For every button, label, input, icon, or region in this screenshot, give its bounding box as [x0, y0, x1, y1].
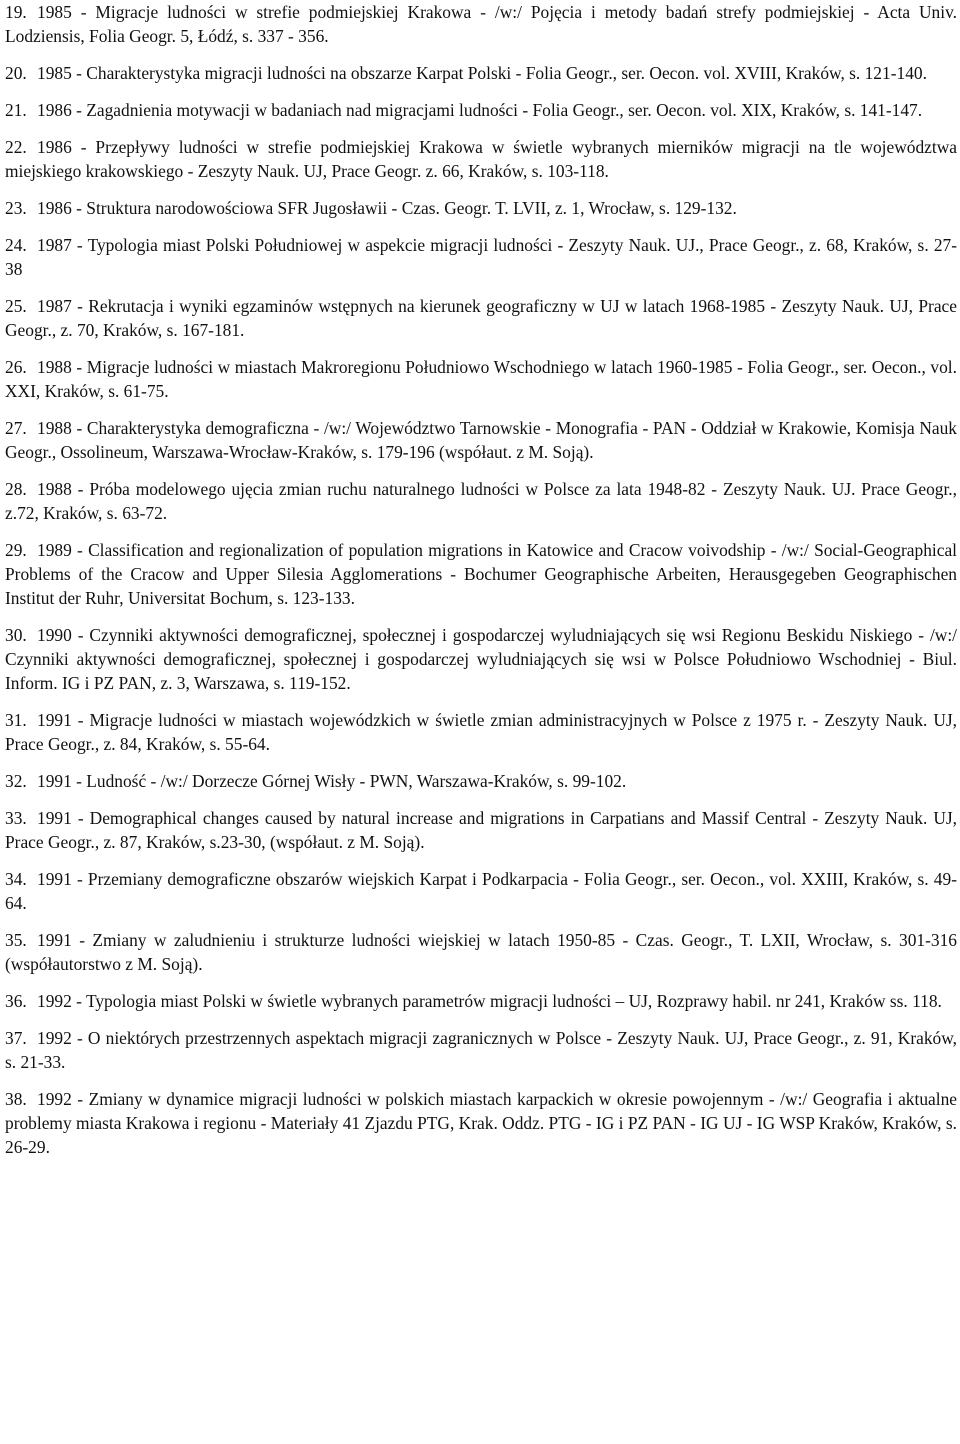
entry-text: 1985 - Migracje ludności w strefie podmiejskiej Krakowa - /w:/ Pojęcia i metody badań strefy podmiejskiej - Acta Univ. Lodziensis, Folia Geogr. 5, Łódź, s. 337 - 356.	[5, 2, 957, 46]
entry-number: 32.	[5, 771, 27, 791]
entry-text: 1987 - Rekrutacja i wyniki egzaminów wstępnych na kierunek geograficzny w UJ w latach 1968-1985 - Zeszyty Nauk. UJ, Prace Geogr., z. 70, Kraków, s. 167-181.	[5, 296, 957, 340]
bibliography-entry	[5, 867, 957, 915]
entry-text: 1991 - Migracje ludności w miastach wojewódzkich w świetle zmian administracyjnych w Polsce z 1975 r. - Zeszyty Nauk. UJ, Prace Geogr., z. 84, Kraków, s. 55-64.	[5, 710, 957, 754]
bibliography-entry	[5, 538, 957, 610]
entry-text: 1992 - Typologia miast Polski w świetle wybranych parametrów migracji ludności – UJ, Rozprawy habil. nr 241, Kraków ss. 118.	[37, 991, 942, 1011]
bibliography-entry	[5, 61, 957, 85]
entry-text: 1992 - O niektórych przestrzennych aspektach migracji zagranicznych w Polsce - Zeszyty Nauk. UJ, Prace Geogr., z. 91, Kraków, s. 21-33.	[5, 1028, 957, 1072]
bibliography-entry	[5, 416, 957, 464]
bibliography-entry	[5, 623, 957, 695]
bibliography-entry	[5, 708, 957, 756]
bibliography-entry	[5, 769, 957, 793]
entry-number: 31.	[5, 710, 27, 730]
entry-text: 1986 - Struktura narodowościowa SFR Jugosławii - Czas. Geogr. T. LVII, z. 1, Wrocław, s. 129-132.	[37, 198, 737, 218]
entry-number: 34.	[5, 869, 27, 889]
entry-text: 1990 - Czynniki aktywności demograficznej, społecznej i gospodarczej wyludniających się wsi Regionu Beskidu Niskiego - /w:/ Czynniki aktywności demograficznej, społecznej i gospodarczej wyludniających się wsi w Polsce Południowo Wschodniej - Biul. Inform. IG i PZ PAN, z. 3, Warszawa, s. 119-152.	[5, 625, 957, 693]
bibliography-entry	[5, 0, 957, 48]
entry-text: 1991 - Ludność - /w:/ Dorzecze Górnej Wisły - PWN, Warszawa-Kraków, s. 99-102.	[37, 771, 627, 791]
entry-text: 1991 - Demographical changes caused by natural increase and migrations in Carpatians and Massif Central - Zeszyty Nauk. UJ, Prace Geogr., z. 87, Kraków, s.23-30, (współaut. z M. Soją).	[5, 808, 957, 852]
entry-number: 37.	[5, 1028, 27, 1048]
entry-number: 30.	[5, 625, 27, 645]
entry-number: 28.	[5, 479, 27, 499]
bibliography-entry	[5, 477, 957, 525]
entry-number: 33.	[5, 808, 27, 828]
entry-number: 20.	[5, 63, 27, 83]
entry-number: 21.	[5, 100, 27, 120]
bibliography-entry	[5, 1026, 957, 1074]
entry-text: 1985 - Charakterystyka migracji ludności na obszarze Karpat Polski - Folia Geogr., ser. Oecon. vol. XVIII, Kraków, s. 121-140.	[37, 63, 927, 83]
entry-number: 23.	[5, 198, 27, 218]
entry-text: 1991 - Przemiany demograficzne obszarów wiejskich Karpat i Podkarpacia - Folia Geogr., ser. Oecon., vol. XXIII, Kraków, s. 49-64.	[5, 869, 957, 913]
entry-number: 38.	[5, 1089, 27, 1109]
entry-text: 1986 - Zagadnienia motywacji w badaniach nad migracjami ludności - Folia Geogr., ser. Oecon. vol. XIX, Kraków, s. 141-147.	[37, 100, 923, 120]
bibliography-entry	[5, 1087, 957, 1159]
entry-text: 1986 - Przepływy ludności w strefie podmiejskiej Krakowa w świetle wybranych mierników migracji na tle województwa miejskiego krakowskiego - Zeszyty Nauk. UJ, Prace Geogr. z. 66, Kraków, s. 103-118.	[5, 137, 957, 181]
bibliography-entry	[5, 355, 957, 403]
entry-number: 35.	[5, 930, 27, 950]
entry-text: 1987 - Typologia miast Polski Południowej w aspekcie migracji ludności - Zeszyty Nauk. UJ., Prace Geogr., z. 68, Kraków, s. 27-38	[5, 235, 957, 279]
entry-number: 25.	[5, 296, 27, 316]
entry-number: 24.	[5, 235, 27, 255]
bibliography-entry	[5, 135, 957, 183]
entry-number: 22.	[5, 137, 27, 157]
bibliography-entry	[5, 98, 957, 122]
entry-number: 19.	[5, 2, 27, 22]
bibliography-entry	[5, 196, 957, 220]
entry-number: 27.	[5, 418, 27, 438]
bibliography-entry	[5, 294, 957, 342]
entry-number: 26.	[5, 357, 27, 377]
entry-number: 36.	[5, 991, 27, 1011]
entry-text: 1988 - Migracje ludności w miastach Makroregionu Południowo Wschodniego w latach 1960-1985 - Folia Geogr., ser. Oecon., vol. XXI, Kraków, s. 61-75.	[5, 357, 957, 401]
entry-text: 1988 - Próba modelowego ujęcia zmian ruchu naturalnego ludności w Polsce za lata 1948-82 - Zeszyty Nauk. UJ. Prace Geogr., z.72, Kraków, s. 63-72.	[5, 479, 957, 523]
entry-text: 1988 - Charakterystyka demograficzna - /w:/ Województwo Tarnowskie - Monografia - PAN - Oddział w Krakowie, Komisja Nauk Geogr., Ossolineum, Warszawa-Wrocław-Kraków, s. 179-196 (współaut. z M. Soją).	[5, 418, 957, 462]
bibliography-list	[5, 0, 957, 1172]
bibliography-entry	[5, 233, 957, 281]
bibliography-entry	[5, 806, 957, 854]
entry-text: 1989 - Classification and regionalization of population migrations in Katowice and Cracow voivodship - /w:/ Social-Geographical Problems of the Cracow and Upper Silesia Agglomerations - Bochumer Geographische Arbeiten, Herausgegeben Geographischen Institut der Ruhr, Universitat Bochum, s. 123-133.	[5, 540, 957, 608]
entry-text: 1991 - Zmiany w zaludnieniu i strukturze ludności wiejskiej w latach 1950-85 - Czas. Geogr., T. LXII, Wrocław, s. 301-316 (współautorstwo z M. Soją).	[5, 930, 957, 974]
entry-text: 1992 - Zmiany w dynamice migracji ludności w polskich miastach karpackich w okresie powojennym - /w:/ Geografia i aktualne problemy miasta Krakowa i regionu - Materiały 41 Zjazdu PTG, Krak. Oddz. PTG - IG i PZ PAN - IG UJ - IG WSP Kraków, Kraków, s. 26-29.	[5, 1089, 957, 1157]
entry-number: 29.	[5, 540, 27, 560]
bibliography-entry	[5, 989, 957, 1013]
bibliography-entry	[5, 928, 957, 976]
